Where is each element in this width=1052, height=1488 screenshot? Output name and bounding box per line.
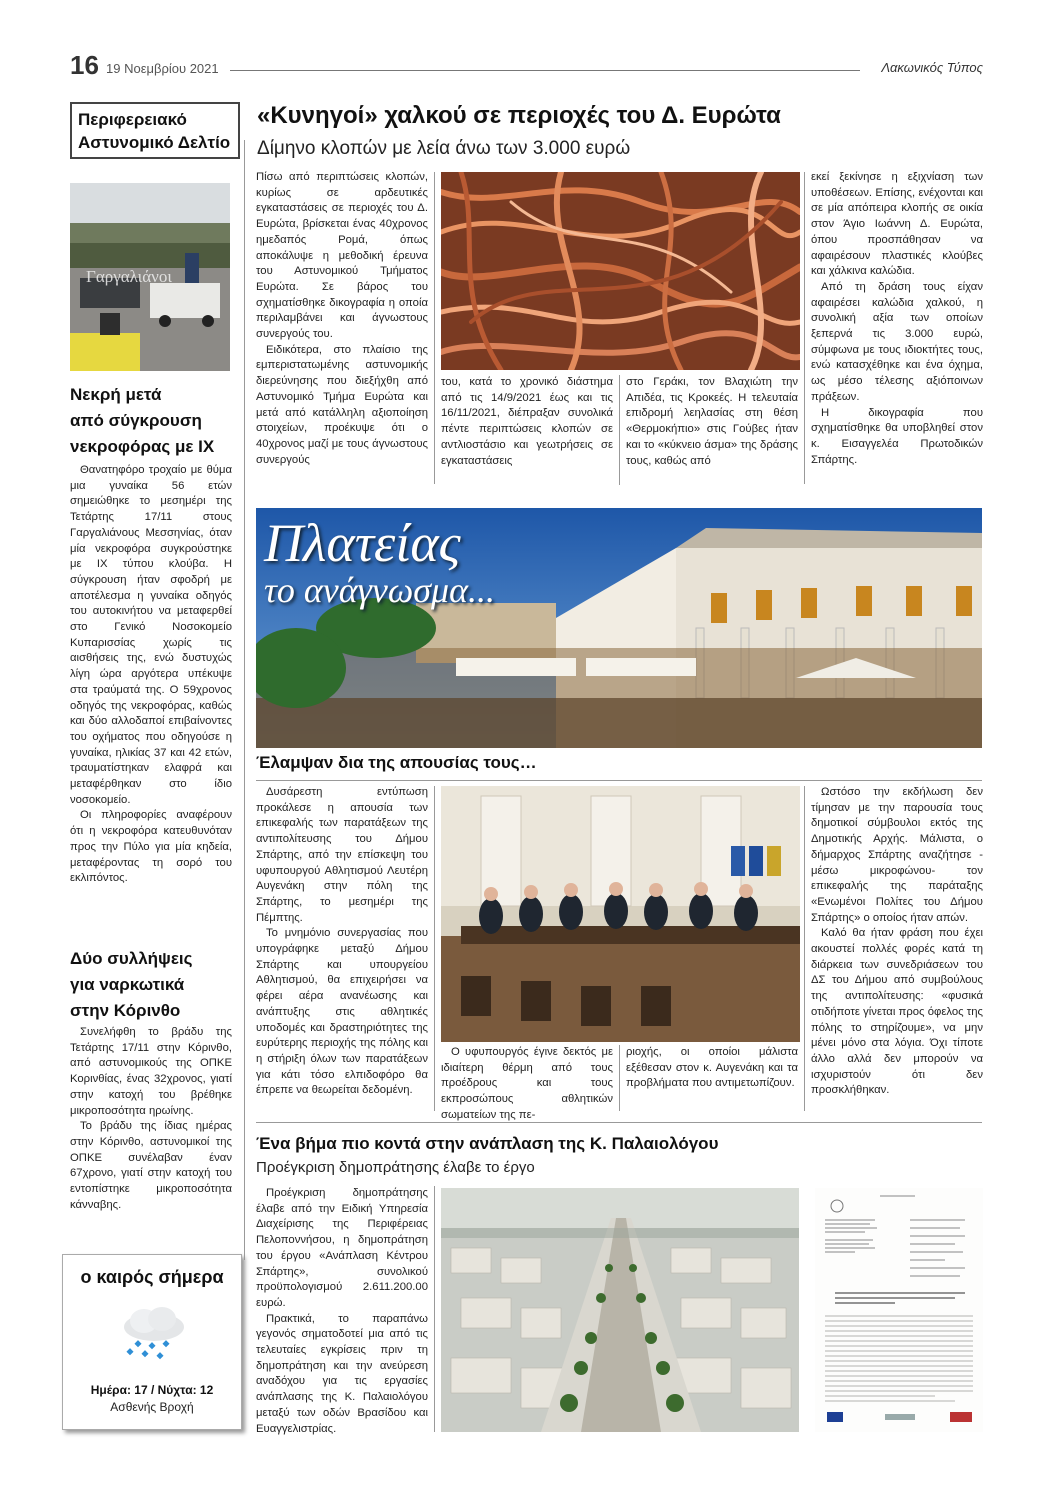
article1-paragraph: Από τη δράση τους είχαν αφαιρέσει καλώδια χαλκού, η συνολική αξία των οποίων ξεπερνά τις 3.000 ευρώ, σύμφωνα με τους ιδιοκτήτες τους, ενώ κατασχέθηκε και ένα όχημα, ως μέσο τέλεσης αξιόποινων πράξεων. bbox=[811, 280, 983, 403]
square-banner-photo bbox=[256, 508, 982, 748]
banner-line-1: Πλατείας bbox=[264, 513, 461, 573]
photo-sign-text: Γαργαλιάνοι bbox=[86, 267, 172, 286]
article2-column-4 bbox=[811, 785, 983, 1099]
section-title-box bbox=[70, 102, 240, 159]
article3-title: Ένα βήμα πιο κοντά στην ανάπλαση της Κ. Παλαιολόγου bbox=[256, 1134, 719, 1153]
article3-paragraph: Προέγκριση δημοπράτησης έλαβε από την Ειδική Υπηρεσία Διαχείρισης της Περιφέρειας Πελοποννήσου, η δημοπράτηση του έργου «Ανάπλαση Κέντρου Σπάρτης», συνολικού προϋπολογισμού 2.611.200.00 ευρώ. bbox=[256, 1187, 428, 1309]
column-rule bbox=[619, 1045, 620, 1111]
article1-title: «Κυνηγοί» χαλκού σε περιοχές του Δ. Ευρώτα bbox=[257, 102, 781, 129]
article2-paragraph: Το μνημόνιο συνεργασίας που υπογράφηκε μεταξύ Δήμου Σπάρτης και υπουργείου Αθλητισμού, θα επιχειρήσει να φέρει αέρα ανανέωσης και ανάπτυξης στις αθλητικές υποδομές και δραστηριότητες της ευρύτερης περιοχής της πόλης και η στήριξη όλων των παρατάξεων για κάτι τόσο ελπιδοφόρο θα έπρεπε να θεωρείται δεδομένη. bbox=[256, 927, 428, 1097]
article3-paragraph: Πρακτικά, το παραπάνω γεγονός σηματοδοτεί μια από τις τελευταίες εγκρίσεις πριν τη δημοπράτηση και την ανεύρεση αναδόχου για τις εργασίες ανάπλασης της Κ. Παλαιολόγου μεταξύ των οδών Βρασίδου και Ευαγγελιστρίας. bbox=[256, 1312, 428, 1435]
meeting-photo bbox=[441, 786, 800, 1042]
weather-title: ο καιρός σήμερα bbox=[80, 1267, 224, 1287]
newspaper-name: Λακωνικός Τύπος bbox=[881, 60, 983, 75]
story1-title-line-2: από σύγκρουση bbox=[70, 411, 202, 430]
column-rule bbox=[619, 375, 620, 485]
redevelopment-rendering bbox=[441, 1188, 799, 1432]
page-number: 16 bbox=[70, 50, 99, 80]
section-title-line-1: Περιφερειακό bbox=[78, 110, 187, 129]
article1-paragraph: Ειδικότερα, στο πλαίσιο της εμπεριστατωμένης αστυνομικής διερεύνησης που διεξήχθη από Αστυνομικό Τμήμα Ευρώτα και μετά από κατάλληλη αξιοποίηση στοιχείων, προέκυψε ότι ο 40χρονος μαζί με τους άγνωστους συνεργούς bbox=[256, 343, 428, 466]
article1-column-1 bbox=[256, 170, 428, 468]
weather-temperatures: Ημέρα: 17 / Νύχτα: 12 bbox=[90, 1383, 214, 1397]
column-rule bbox=[804, 786, 805, 1111]
accident-photo bbox=[70, 183, 230, 371]
story1-paragraph: Οι πληροφορίες αναφέρουν ότι η νεκροφόρα κατευθυνόταν προς την Πύλο για μία κηδεία, μεταφέροντας τη σορό του εκλιπόντος. bbox=[70, 809, 232, 885]
weather-box bbox=[62, 1254, 242, 1430]
rain-cloud-icon bbox=[118, 1303, 190, 1363]
article1-column-4 bbox=[811, 170, 983, 468]
issue-date: 19 Νοεμβρίου 2021 bbox=[106, 61, 219, 76]
story2-title bbox=[70, 946, 235, 1024]
story1-title-line-1: Νεκρή μετά bbox=[70, 385, 162, 404]
article1-subtitle: Δίμηνο κλοπών με λεία άνω των 3.000 ευρώ bbox=[257, 138, 631, 159]
column-rule bbox=[434, 1186, 435, 1432]
article2-paragraph: Ο υφυπουργός έγινε δεκτός με ιδιαίτερη θέρμη από τους προέδρους και τους εκπροσώπους αθλητικών σωματείων της πε- bbox=[441, 1046, 613, 1121]
approval-document-image bbox=[815, 1188, 983, 1432]
article2-column-1 bbox=[256, 785, 428, 1099]
article1-paragraph: Η δικογραφία που σχηματίσθηκε θα υποβληθεί στον κ. Εισαγγελέα Πρωτοδικών Σπάρτης. bbox=[811, 406, 983, 466]
story1-title-line-3: νεκροφόρας με ΙΧ bbox=[70, 437, 215, 456]
article1-column-3 bbox=[626, 375, 798, 469]
column-rule bbox=[804, 172, 805, 484]
article2-paragraph: Δυσάρεστη εντύπωση προκάλεσε η απουσία των επικεφαλής των παρατάξεων της αντιπολίτευσης του Δήμου Σπάρτης, από την επίσκεψη του υφυπουργού Αθλητισμού Λευτέρη Αυγενάκη στην πόλη της Σπάρτης, το μεσημέρι της Πέμπτης. bbox=[256, 786, 428, 924]
column-rule bbox=[434, 172, 435, 484]
story2-body bbox=[70, 1025, 232, 1213]
article2-paragraph: Καλό θα ήταν φράση που έχει ακουστεί πολλές φορές κατά τη διάρκεια των συνεδριάσεων του ΔΣ του Δήμου από συμβούλους της αντιπολίτευσης: «φυσικά οτιδήποτε γίνεται προς όφελος της πόλης το στηρίζουμε», να μην μένει μόνο στα λόγια. Όχι τίποτε άλλο αλλά δεν μπορούν να ισχυριστούν ότι δεν προσκλήθηκαν. bbox=[811, 927, 983, 1097]
copper-wire-photo bbox=[441, 172, 800, 370]
article1-paragraph: Πίσω από περιπτώσεις κλοπών, κυρίως σε αρδευτικές εγκαταστάσεις σε περιοχές του Δ. Ευρώτα, βρίσκεται ένας 40χρονος ημεδαπός Ρομά, όπως αποκάλυψε η μεθοδική έρευνα του Αστυνομικού Τμήματος Ευρώτα. Σε βάρος του σχηματίσθηκε δικογραφία η οποία περιλαμβάνει και άγνωστους συνεργούς του. bbox=[256, 171, 428, 341]
story2-paragraph: Συνελήφθη το βράδυ της Τετάρτης 17/11 στην Κόρινθο, από αστυνομικούς της ΟΠΚΕ Κορινθίας, ένας 32χρονος, γιατί στην κατοχή του βρέθηκε μικροποσότητα ηρωίνης. bbox=[70, 1026, 232, 1117]
story1-title bbox=[70, 382, 235, 460]
column-rule bbox=[434, 786, 435, 1111]
article2-column-3 bbox=[626, 1045, 798, 1092]
article2-paragraph: ριοχής, οι οποίοι μάλιστα εξέθεσαν στον κ. Αυγενάκη και τα προβλήματα που αντιμετωπίζουν. bbox=[626, 1046, 798, 1090]
article2-title: Έλαμψαν δια της απουσίας τους… bbox=[256, 753, 537, 772]
story2-title-line-2: για ναρκωτικά bbox=[70, 975, 185, 994]
article3-subtitle: Προέγκριση δημοπράτησης έλαβε το έργο bbox=[256, 1159, 535, 1176]
article2-column-2 bbox=[441, 1045, 613, 1124]
banner-line-2: το ανάγνωσμα... bbox=[264, 570, 495, 610]
section-title-line-2: Αστυνομικό Δελτίο bbox=[78, 133, 231, 152]
story2-title-line-1: Δύο συλλήψεις bbox=[70, 949, 193, 968]
article3-top-rule bbox=[256, 1122, 982, 1123]
article3-column-1 bbox=[256, 1186, 428, 1437]
article2-title-rule bbox=[256, 780, 982, 781]
story2-title-line-3: στην Κόρινθο bbox=[70, 1001, 181, 1020]
sidebar-divider bbox=[244, 140, 245, 1260]
article1-paragraph: στο Γεράκι, τον Βλαχιώτη την Απιδέα, τις Κροκεές. Η τελευταία επιδρομή λεηλασίας στη θέση «Θερμοκήπιο» στις Γούβες ήταν και το «κύκνειο άσμα» της δράσης τους, καθώς από bbox=[626, 376, 798, 467]
story1-paragraph: Θανατηφόρο τροχαίο με θύμα μια γυναίκα 56 ετών σημειώθηκε το μεσημέρι της Τετάρτης 17/11 στους Γαργαλιάνους Μεσσηνίας, όταν μία νεκροφόρα συγκρούστηκε με ΙΧ τύπου κλούβα. Η σύγκρουση ήταν σφοδρή με αποτέλεσμα η γυναίκα οδηγός του αυτοκινήτου να μεταφερθεί στο Γενικό Νοσοκομείο Κυπαρισσίας χωρίς τις αισθήσεις της, ενώ δυστυχώς λίγη ώρα αργότερα υπέκυψε στα τραύματά της. Ο 59χρονος οδηγός της νεκροφόρας, καθώς και δύο αλλοδαποί επιβαίνοντες του οχήματος που οδηγούσε η γυναίκα, ηλικίας 37 και 42 ετών, τραυματίστηκαν ελαφρά και μεταφέρθηκαν στο ίδιο νοσοκομείο. bbox=[70, 464, 232, 806]
article1-column-2 bbox=[441, 375, 613, 469]
article1-paragraph: εκεί ξεκίνησε η εξιχνίαση των υποθέσεων. Επίσης, ενέχονται και σε μία απόπειρα κλοπής σε οικία στον Άγιο Ιωάννη Δ. Ευρώτα, όπου προσπάθησαν να αφαιρέσουν πλαστικές κλούβες και χάλκινα καλώδια. bbox=[811, 171, 983, 278]
story1-body bbox=[70, 463, 232, 887]
header-rule bbox=[230, 70, 860, 71]
article2-paragraph: Ωστόσο την εκδήλωση δεν τίμησαν με την παρουσία τους δημοτικοί σύμβουλοι εκτός της Δημοτικής Αρχής. Μάλιστα, ο δήμαρχος Σπάρτης αναζήτησε - μέσω μικροφώνου- τον επικεφαλής της παράταξης «Ενωμένοι Πολίτες του Δήμου Σπάρτης» ο οποίος ήταν απών. bbox=[811, 786, 983, 924]
article1-paragraph: του, κατά το χρονικό διάστημα από τις 14/9/2021 έως και τις 16/11/2021, διέπραξαν συνολικά πέντε περιπτώσεις κλοπών σε αντλιοστάσιο και γεωτρήσεις σε εγκαταστάσεις bbox=[441, 376, 613, 467]
story2-paragraph: Το βράδυ της ίδιας ημέρας στην Κόρινθο, αστυνομικοί της ΟΠΚΕ συνέλαβαν έναν 67χρονο, γιατί στην κατοχή του εντοπίστηκε μικροποσότητα κάνναβης. bbox=[70, 1120, 232, 1211]
weather-condition: Ασθενής Βροχή bbox=[110, 1400, 194, 1414]
